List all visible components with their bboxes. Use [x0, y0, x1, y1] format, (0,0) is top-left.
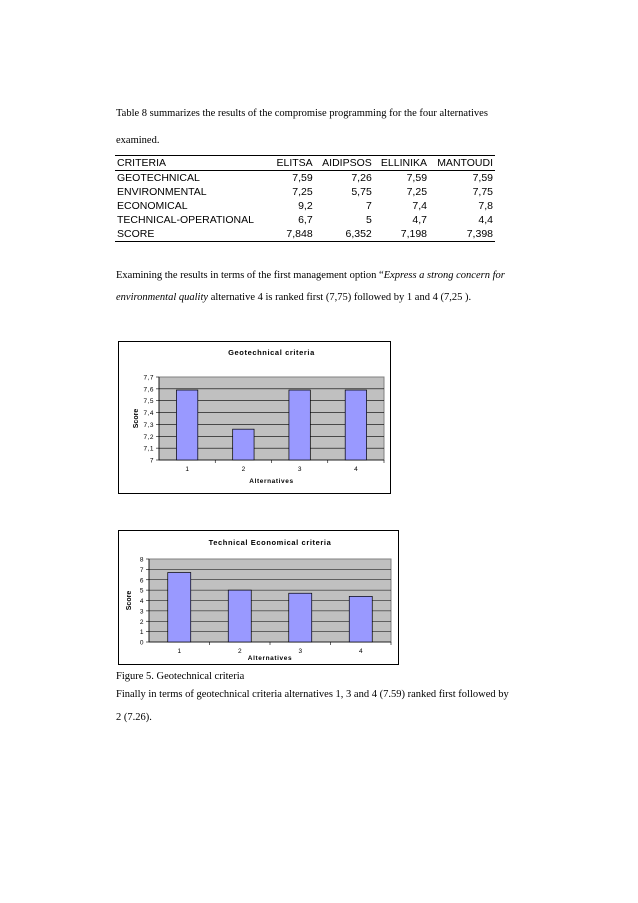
x-tick-label: 3 [298, 648, 303, 655]
y-tick-label: 7,3 [143, 421, 154, 429]
x-tick-label: 2 [237, 648, 242, 655]
conclusion-line-1: Finally in terms of geotechnical criteria alternatives 1, 3 and 4 (7.59) ranked first followed by [116, 689, 509, 700]
intro-line-2: examined. [116, 135, 160, 146]
technical-economical-chart [118, 530, 399, 665]
table-cell: 5 [365, 214, 372, 226]
paragraph-emphasis: Express a strong concern for [383, 270, 505, 281]
table-cell: SCORE [115, 227, 270, 242]
bar [168, 572, 191, 642]
table-cell: 7,59 [472, 172, 493, 184]
table-cell: ENVIRONMENTAL [117, 186, 207, 198]
results-paragraph [116, 265, 546, 309]
paragraph-text: alternative 4 is ranked first (7,75) followed by 1 and 4 (7,25 ). [208, 292, 472, 303]
col-header: ELLINIKA [374, 156, 429, 171]
table-cell: 7,198 [374, 227, 429, 242]
table-row [115, 227, 495, 242]
table-header-row [115, 156, 495, 171]
x-tick-label: 4 [354, 466, 358, 473]
table-cell: 7 [365, 200, 372, 212]
table-cell: 7,848 [270, 227, 314, 242]
table-row [115, 185, 495, 199]
y-tick-label: 0 [139, 639, 144, 647]
y-tick-label: 7,1 [143, 445, 154, 453]
table-row [115, 213, 495, 227]
y-axis-label: Score [133, 408, 140, 429]
table-cell: 7,398 [429, 227, 495, 242]
geotechnical-chart [118, 341, 391, 494]
chart-title: Geotechnical criteria [228, 348, 315, 357]
paragraph-emphasis: environmental quality [116, 292, 209, 303]
col-header: CRITERIA [115, 156, 270, 171]
table-cell: TECHNICAL-OPERATIONAL [117, 214, 254, 226]
intro-line-1: Table 8 summarizes the results of the compromise programming for the four alternatives [116, 108, 488, 119]
figure-caption: Figure 5. Geotechnical criteria [116, 671, 245, 682]
table-cell: 4,4 [478, 214, 493, 226]
x-axis-label: Alternatives [247, 655, 293, 662]
bar [345, 390, 366, 460]
y-tick-label: 7,6 [143, 386, 154, 394]
table-cell: 5,75 [351, 186, 372, 198]
table-cell: 7,75 [472, 186, 493, 198]
conclusion-line-2: 2 (7.26). [116, 712, 152, 723]
x-tick-label: 1 [177, 648, 182, 655]
y-tick-label: 5 [139, 587, 144, 595]
bar [289, 390, 310, 460]
y-tick-label: 7,2 [143, 433, 154, 441]
bar [289, 593, 312, 642]
col-header: ELITSA [270, 156, 314, 171]
y-tick-label: 2 [139, 618, 144, 626]
table-cell: 7,59 [292, 172, 313, 184]
table-cell: 6,352 [315, 227, 374, 242]
bar [176, 390, 197, 460]
table-cell: GEOTECHNICAL [117, 172, 200, 184]
technical-economical-chart-svg [119, 531, 398, 664]
table-cell: 7,25 [292, 186, 313, 198]
bar [349, 596, 372, 642]
y-tick-label: 4 [139, 598, 144, 605]
y-axis-label: Score [126, 590, 133, 611]
bar [233, 429, 254, 460]
table-cell: 9,2 [298, 200, 313, 212]
x-tick-label: 3 [297, 466, 302, 473]
table-row [115, 171, 495, 186]
y-tick-label: 7 [139, 566, 144, 574]
x-axis-label: Alternatives [249, 478, 294, 485]
col-header: AIDIPSOS [315, 156, 374, 171]
x-tick-label: 1 [185, 466, 189, 473]
geotechnical-chart-svg [119, 342, 390, 493]
y-tick-label: 6 [139, 577, 144, 585]
table-cell: 7,8 [478, 200, 493, 212]
results-table [115, 155, 495, 242]
table-cell: 7,4 [412, 200, 428, 212]
bar [228, 590, 251, 642]
paragraph-text: Examining the results in terms of the first management option “ [116, 270, 384, 281]
y-tick-label: 7 [149, 457, 154, 465]
table-cell: ECONOMICAL [117, 200, 188, 212]
table-cell: 7,59 [406, 172, 428, 184]
y-tick-label: 7,5 [143, 398, 154, 406]
table-cell: 6,7 [298, 214, 313, 226]
y-tick-label: 8 [139, 556, 144, 564]
chart-title: Technical Economical criteria [208, 538, 332, 547]
table-cell: 4,7 [412, 214, 428, 226]
table-cell: 7,25 [406, 186, 428, 198]
table-cell: 7,26 [351, 172, 372, 184]
x-tick-label: 2 [241, 466, 246, 473]
table-row [115, 199, 495, 213]
col-header: MANTOUDI [429, 156, 495, 171]
x-tick-label: 4 [358, 648, 363, 655]
y-tick-label: 1 [139, 629, 144, 637]
y-tick-label: 7,7 [143, 374, 154, 382]
y-tick-label: 7,4 [143, 410, 154, 418]
y-tick-label: 3 [139, 608, 144, 616]
